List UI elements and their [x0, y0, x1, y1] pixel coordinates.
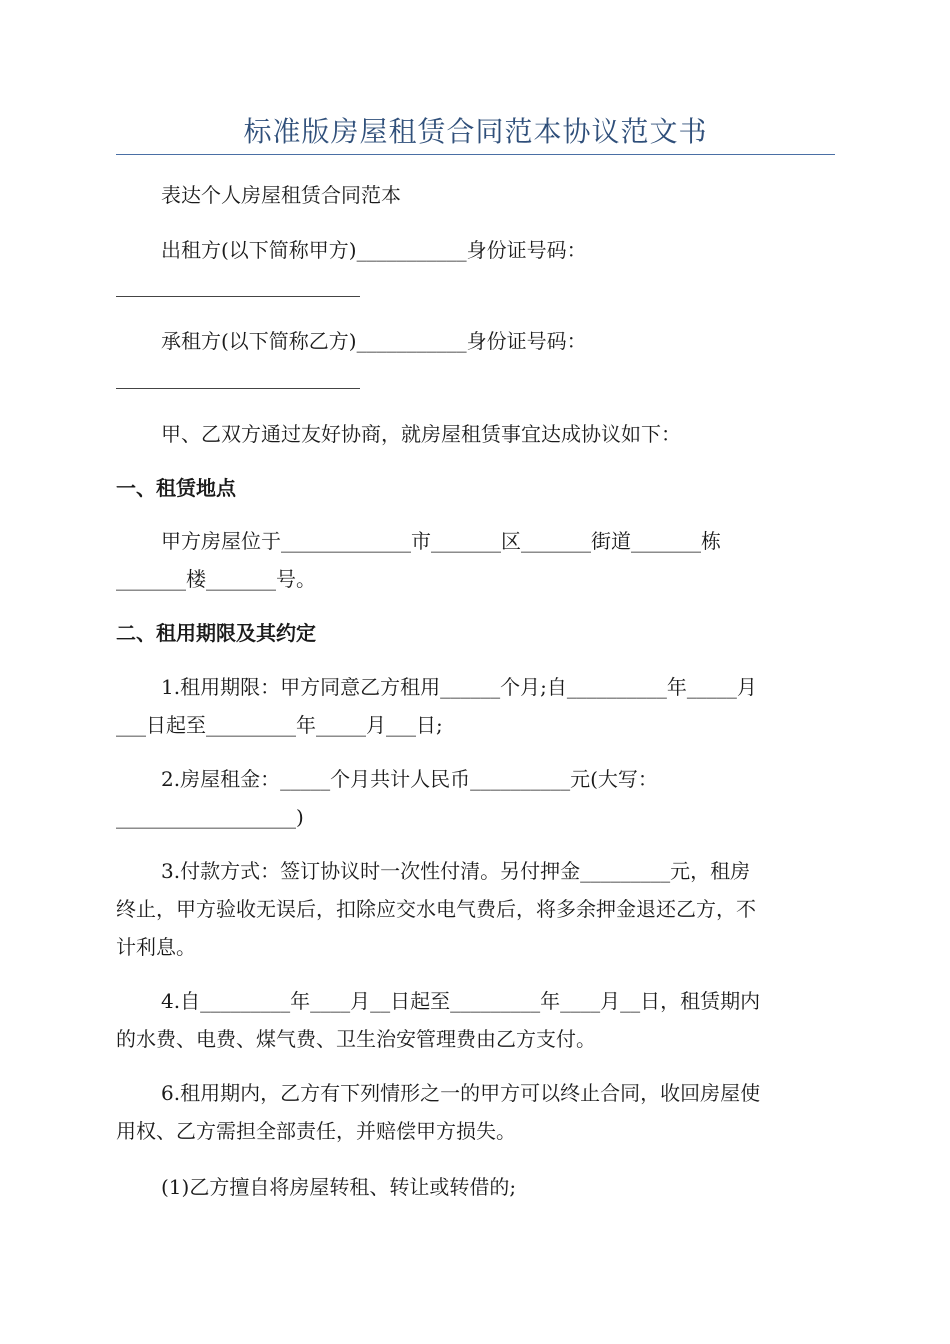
item-1-line-2: ___日起至_________年_____月___日; — [116, 713, 443, 737]
section-1-heading: 一、租赁地点 — [116, 476, 236, 500]
item-4-line-1: 4.自_________年____月__日起至_________年____月__日，租赁期内 — [161, 989, 761, 1013]
item-3-line-1: 3.付款方式：签订协议时一次性付清。另付押金_________元，租房 — [161, 859, 751, 883]
lessor-line: 出租方(以下简称甲方)___________身份证号码： — [161, 238, 587, 262]
item-4-line-2: 的水费、电费、煤气费、卫生治安管理费由乙方支付。 — [116, 1027, 596, 1051]
agreement-intro: 甲、乙双方通过友好协商，就房屋租赁事宜达成协议如下： — [161, 422, 681, 446]
title-underline — [116, 154, 835, 155]
item-6-line-1: 6.租用期内，乙方有下列情形之一的甲方可以终止合同，收回房屋使 — [161, 1081, 761, 1105]
item-6-line-2: 用权、乙方需担全部责任，并赔偿甲方损失。 — [116, 1119, 516, 1143]
item-6-sub-1: (1)乙方擅自将房屋转租、转让或转借的; — [161, 1175, 517, 1199]
lessee-id-blank — [116, 388, 360, 389]
lessor-id-blank — [116, 296, 360, 297]
item-2-line-1: 2.房屋租金：_____个月共计人民币__________元(大写： — [161, 767, 658, 791]
item-1-line-1: 1.租用期限：甲方同意乙方租用______个月;自__________年_____月 — [161, 675, 757, 699]
contract-subtitle: 表达个人房屋租赁合同范本 — [161, 183, 401, 207]
lessee-line: 承租方(以下简称乙方)___________身份证号码： — [161, 329, 587, 353]
item-3-line-2: 终止，甲方验收无误后，扣除应交水电气费后，将多余押金退还乙方，不 — [116, 897, 756, 921]
item-2-line-2: __________________) — [116, 805, 304, 829]
section-1-line-1: 甲方房屋位于_____________市_______区_______街道_______栋 — [161, 529, 721, 553]
section-1-line-2: _______楼_______号。 — [116, 567, 316, 591]
section-2-heading: 二、租用期限及其约定 — [116, 621, 316, 645]
document-title: 标准版房屋租赁合同范本协议范文书 — [243, 115, 708, 148]
item-3-line-3: 计利息。 — [116, 935, 196, 959]
